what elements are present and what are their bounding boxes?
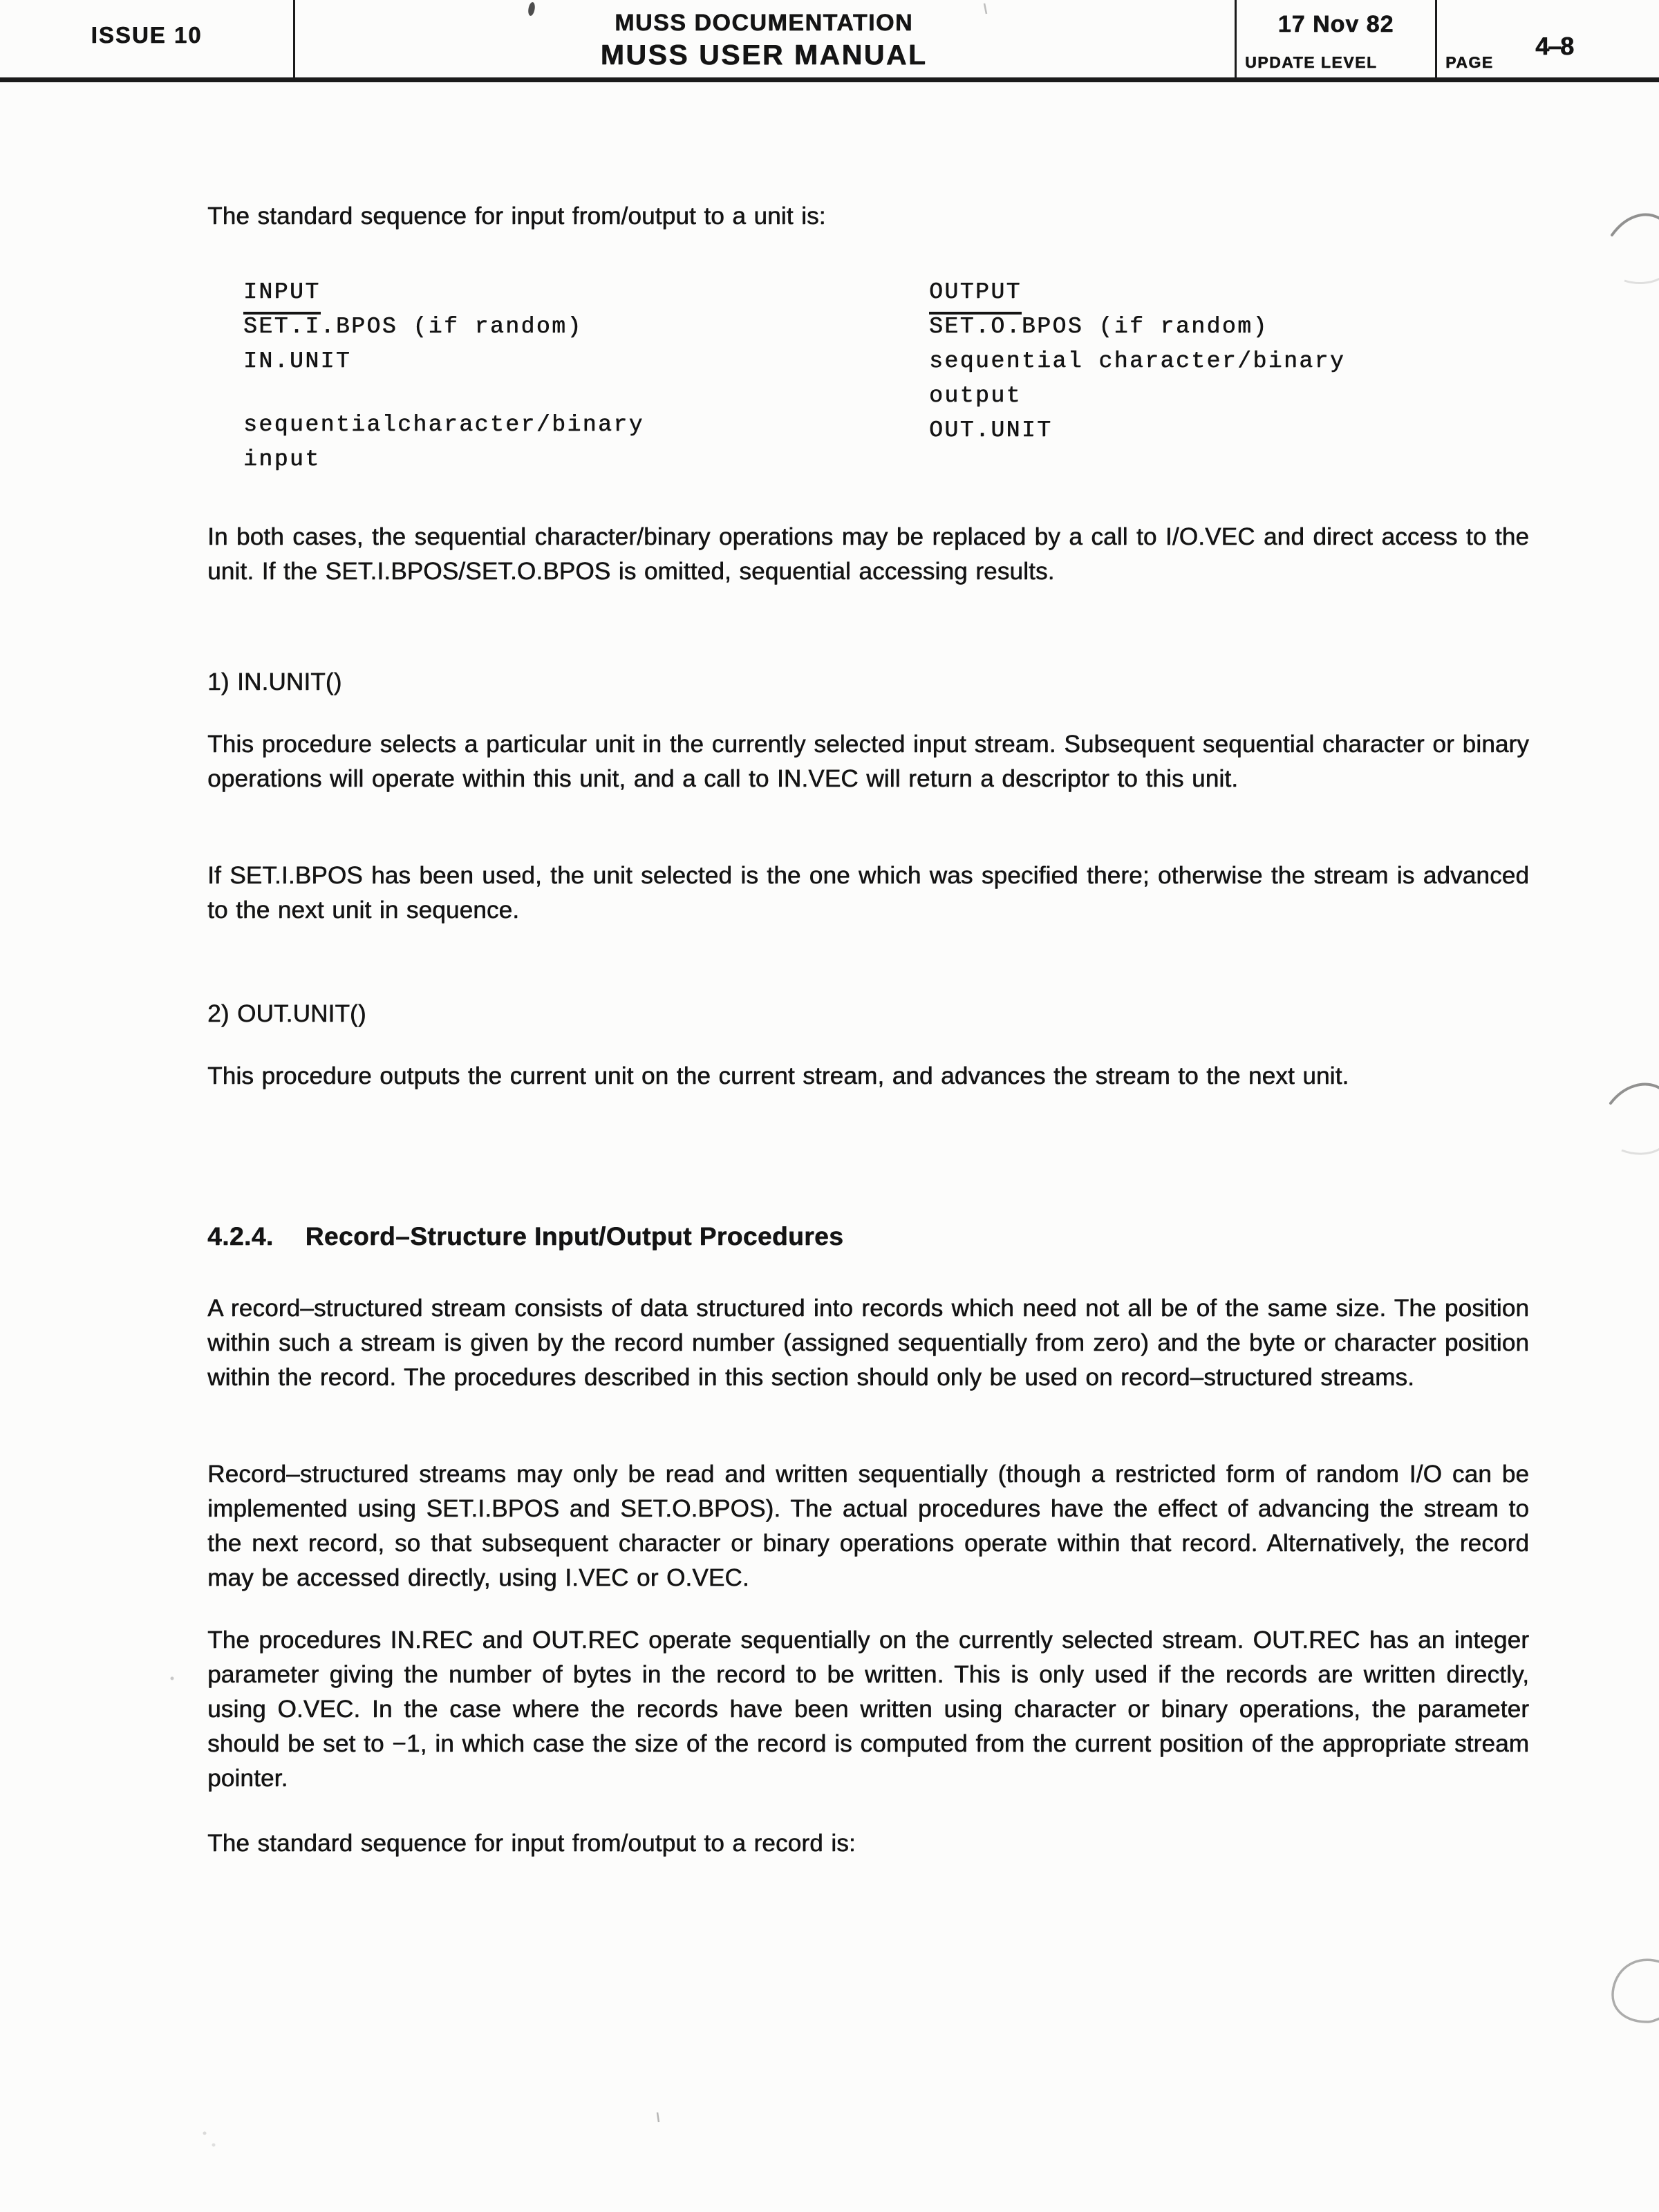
scan-curl-mark <box>1612 215 1659 235</box>
code-line: SET.O.BPOS (if random) <box>929 314 1268 339</box>
intro-sentence: The standard sequence for input from/output to a unit is: <box>207 203 826 229</box>
scan-curl-mark <box>1611 1085 1659 1103</box>
update-level-cell <box>1237 0 1435 77</box>
input-heading-text: INPUT <box>243 275 321 315</box>
item2-heading: 2) OUT.UNIT() <box>207 1000 366 1027</box>
code-line: input <box>243 447 321 472</box>
output-heading-text: OUTPUT <box>929 275 1022 315</box>
scan-curl-mark <box>1622 1149 1659 1154</box>
scan-speck <box>171 1677 174 1680</box>
code-line: sequentialcharacter/binary <box>243 412 644 438</box>
code-line: IN.UNIT <box>243 348 352 374</box>
paragraph-io-vec: In both cases, the sequential character/binary operations may be replaced by a call to I/O.VEC and direct access to the unit. If the SET.I.BPOS/SET.O.BPOS is omitted, sequential accessing results. <box>207 523 1529 585</box>
update-date: 17 Nov 82 <box>1277 11 1394 37</box>
input-column-heading <box>243 275 644 310</box>
closing-sentence: The standard sequence for input from/output to a record is: <box>207 1830 856 1857</box>
section-title: Record–Structure Input/Output Procedures <box>305 1222 844 1250</box>
page-header <box>0 0 1659 82</box>
issue-label: ISSUE 10 <box>91 22 203 48</box>
item1-heading: 1) IN.UNIT() <box>207 668 342 695</box>
code-line: OUT.UNIT <box>929 418 1053 443</box>
scan-speck <box>657 2112 659 2122</box>
code-line: SET.I.BPOS (if random) <box>243 314 583 339</box>
section-paragraph-2: Record–structured streams may only be read and written sequentially (though a restricted form of random I/O can be implemented using SET.I.BPOS and SET.O.BPOS). The actual procedures have the effect of advancing the stream to the next record, so that subsequent character or binary operations operate within that record. Alternatively, the record may be accessed directly, using I.VEC or O.VEC. <box>207 1461 1529 1591</box>
doc-title-line2: MUSS USER MANUAL <box>600 39 928 71</box>
page-label: PAGE <box>1445 53 1494 71</box>
scan-speck <box>212 2144 216 2147</box>
output-sequence-column <box>929 275 1345 448</box>
section-number: 4.2.4. <box>207 1222 274 1250</box>
section-heading <box>207 1222 843 1251</box>
doc-title-line1: MUSS DOCUMENTATION <box>615 10 913 36</box>
header-divider <box>1235 0 1237 77</box>
output-column-heading <box>929 275 1345 310</box>
code-line-spacer <box>243 379 644 408</box>
section-paragraph-1: A record–structured stream consists of data structured into records which need not all be of the same size. The position within such a stream is given by the record number (assigned sequentially from zero) and the byte or character position within the record. The procedures described in this section should only be used on record–structured streams. <box>207 1295 1529 1391</box>
scan-curl-mark <box>1613 1960 1659 2022</box>
document-title <box>293 10 1235 71</box>
page-number-cell <box>1437 0 1659 77</box>
item1-paragraph-2: If SET.I.BPOS has been used, the unit selected is the one which was specified there; otherwise the stream is advanced to the next unit in sequence. <box>207 862 1529 924</box>
header-divider <box>1435 0 1437 77</box>
code-line: sequential character/binary <box>929 348 1346 374</box>
section-paragraph-3: The procedures IN.REC and OUT.REC operate sequentially on the currently selected stream. OUT.REC has an integer parameter giving the number of bytes in the record to be written. This is only used if the records are written directly, using O.VEC. In the case where the records have been written using character or binary operations, the parameter should be set to −1, in which case the size of the record is computed from the current position of the appropriate stream pointer. <box>207 1627 1529 1792</box>
scan-speck <box>203 2132 207 2135</box>
code-line: output <box>929 383 1022 409</box>
scan-curl-mark <box>1624 279 1659 283</box>
item1-paragraph-1: This procedure selects a particular unit in the currently selected input stream. Subsequent sequential character or binary operations will operate within this unit, and a call to IN.VEC will return a descriptor to this unit. <box>207 731 1529 792</box>
page-number: 4–8 <box>1535 32 1573 60</box>
update-level-label: UPDATE LEVEL <box>1245 53 1378 71</box>
item2-paragraph-1: This procedure outputs the current unit on the current stream, and advances the stream to the next unit. <box>207 1062 1349 1089</box>
input-sequence-column <box>243 275 644 477</box>
header-divider <box>293 0 295 77</box>
